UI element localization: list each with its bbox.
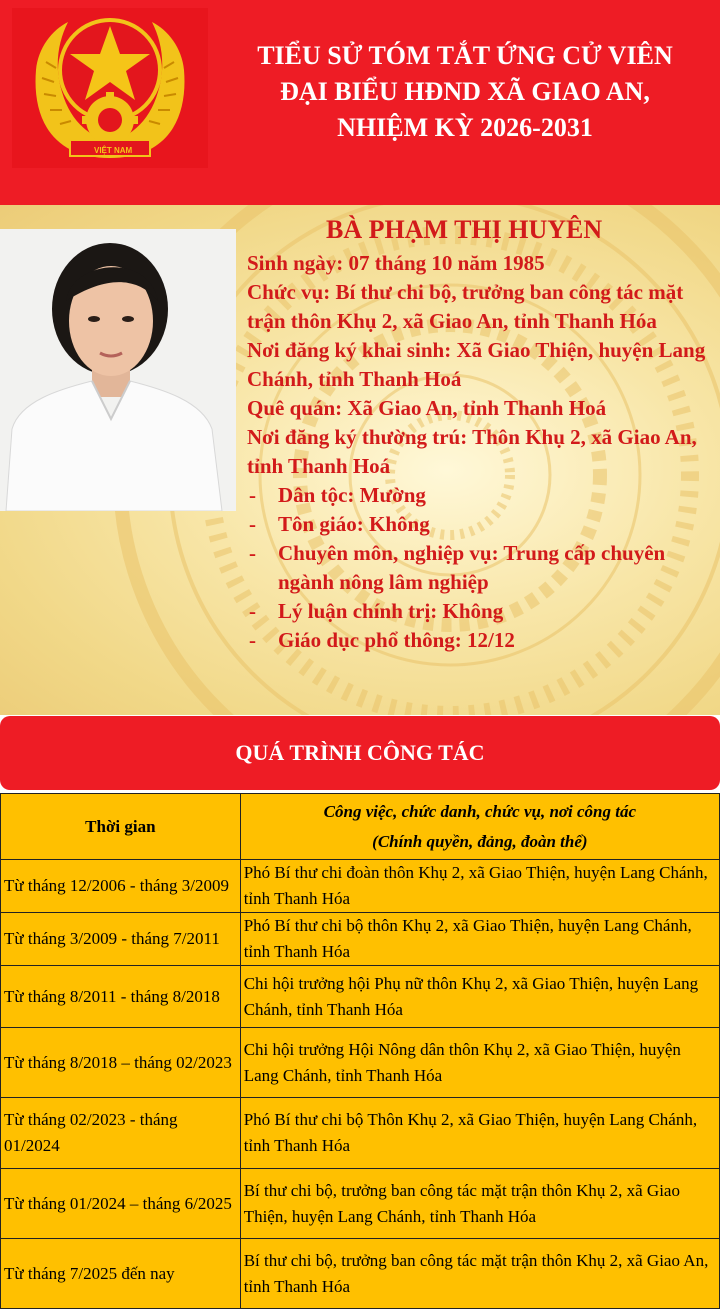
residence: Nơi đăng ký thường trú: Thôn Khụ 2, xã Giao An, tỉnh Thanh Hoá	[247, 425, 697, 478]
work-history-table	[0, 793, 720, 1309]
header-work-line-1: Công việc, chức danh, chức vụ, nơi công tác	[323, 801, 637, 821]
list-item	[247, 510, 717, 539]
header-banner	[0, 0, 720, 205]
row-time: Từ tháng 7/2025 đến nay	[1, 1239, 241, 1309]
table-row	[1, 1098, 720, 1169]
list-item	[247, 626, 717, 655]
list-item	[247, 539, 717, 597]
bullet-dash: -	[249, 483, 256, 507]
emblem-text: VIỆT NAM	[94, 146, 133, 155]
row-time: Từ tháng 8/2011 - tháng 8/2018	[1, 966, 241, 1028]
row-work: Phó Bí thư chi bộ Thôn Khụ 2, xã Giao Thiện, huyện Lang Chánh, tỉnh Thanh Hóa	[240, 1098, 719, 1169]
row-time: Từ tháng 8/2018 – tháng 02/2023	[1, 1028, 241, 1098]
ethnicity: Dân tộc: Mường	[278, 483, 426, 507]
table-row	[1, 913, 720, 966]
bullet-dash: -	[249, 512, 256, 536]
birth-date: Sinh ngày: 07 tháng 10 năm 1985	[247, 251, 545, 275]
table-row	[1, 1239, 720, 1309]
header-work-line-2: (Chính quyền, đảng, đoàn thể)	[372, 831, 588, 851]
detail-list	[247, 481, 717, 655]
candidate-photo	[0, 229, 236, 511]
title-line-1: TIỂU SỬ TÓM TẮT ỨNG CỬ VIÊN	[257, 41, 673, 70]
birth-registration: Nơi đăng ký khai sinh: Xã Giao Thiện, huyện Lang Chánh, tỉnh Thanh Hoá	[247, 338, 706, 391]
bullet-dash: -	[249, 628, 256, 652]
title-line-2: ĐẠI BIỂU HĐND XÃ GIAO AN,	[280, 77, 650, 106]
religion: Tôn giáo: Không	[278, 512, 430, 536]
page-title	[220, 38, 710, 146]
table-row	[1, 860, 720, 913]
row-work: Chi hội trưởng hội Phụ nữ thôn Khụ 2, xã Giao Thiện, huyện Lang Chánh, tỉnh Thanh Hóa	[240, 966, 719, 1028]
candidate-name: BÀ PHẠM THỊ HUYÊN	[326, 215, 603, 244]
list-item	[247, 597, 717, 626]
table-row	[1, 966, 720, 1028]
national-emblem	[12, 8, 208, 168]
title-line-3: NHIỆM KỲ 2026-2031	[337, 113, 593, 142]
list-item	[247, 481, 717, 510]
current-position: Chức vụ: Bí thư chi bộ, trưởng ban công tác mặt trận thôn Khụ 2, xã Giao An, tỉnh Thanh Hóa	[247, 280, 684, 333]
row-work: Bí thư chi bộ, trưởng ban công tác mặt trận thôn Khụ 2, xã Giao Thiện, huyện Lang Chánh, tỉnh Thanh Hóa	[240, 1169, 719, 1239]
bullet-dash: -	[249, 541, 256, 565]
row-time: Từ tháng 12/2006 - tháng 3/2009	[1, 860, 241, 913]
bullet-dash: -	[249, 599, 256, 623]
row-work: Phó Bí thư chi đoàn thôn Khụ 2, xã Giao Thiện, huyện Lang Chánh, tỉnh Thanh Hóa	[240, 860, 719, 913]
header-work	[240, 794, 719, 860]
candidate-info	[247, 249, 717, 655]
row-work: Chi hội trưởng Hội Nông dân thôn Khụ 2, xã Giao Thiện, huyện Lang Chánh, tỉnh Thanh Hóa	[240, 1028, 719, 1098]
table-header-row	[1, 794, 720, 860]
hometown: Quê quán: Xã Giao An, tỉnh Thanh Hoá	[247, 396, 607, 420]
general-education: Giáo dục phổ thông: 12/12	[278, 628, 515, 652]
row-work: Phó Bí thư chi bộ thôn Khụ 2, xã Giao Thiện, huyện Lang Chánh, tỉnh Thanh Hóa	[240, 913, 719, 966]
political-theory: Lý luận chính trị: Không	[278, 599, 504, 623]
work-history-banner	[0, 716, 720, 790]
table-row	[1, 1028, 720, 1098]
row-time: Từ tháng 01/2024 – tháng 6/2025	[1, 1169, 241, 1239]
row-work: Bí thư chi bộ, trưởng ban công tác mặt trận thôn Khụ 2, xã Giao An, tỉnh Thanh Hóa	[240, 1239, 719, 1309]
profession: Chuyên môn, nghiệp vụ: Trung cấp chuyên ngành nông lâm nghiệp	[278, 541, 666, 594]
row-time: Từ tháng 3/2009 - tháng 7/2011	[1, 913, 241, 966]
row-time: Từ tháng 02/2023 - tháng 01/2024	[1, 1098, 241, 1169]
header-time: Thời gian	[1, 794, 241, 860]
bio-section	[0, 205, 720, 715]
table-row	[1, 1169, 720, 1239]
work-history-title: QUÁ TRÌNH CÔNG TÁC	[235, 740, 485, 765]
